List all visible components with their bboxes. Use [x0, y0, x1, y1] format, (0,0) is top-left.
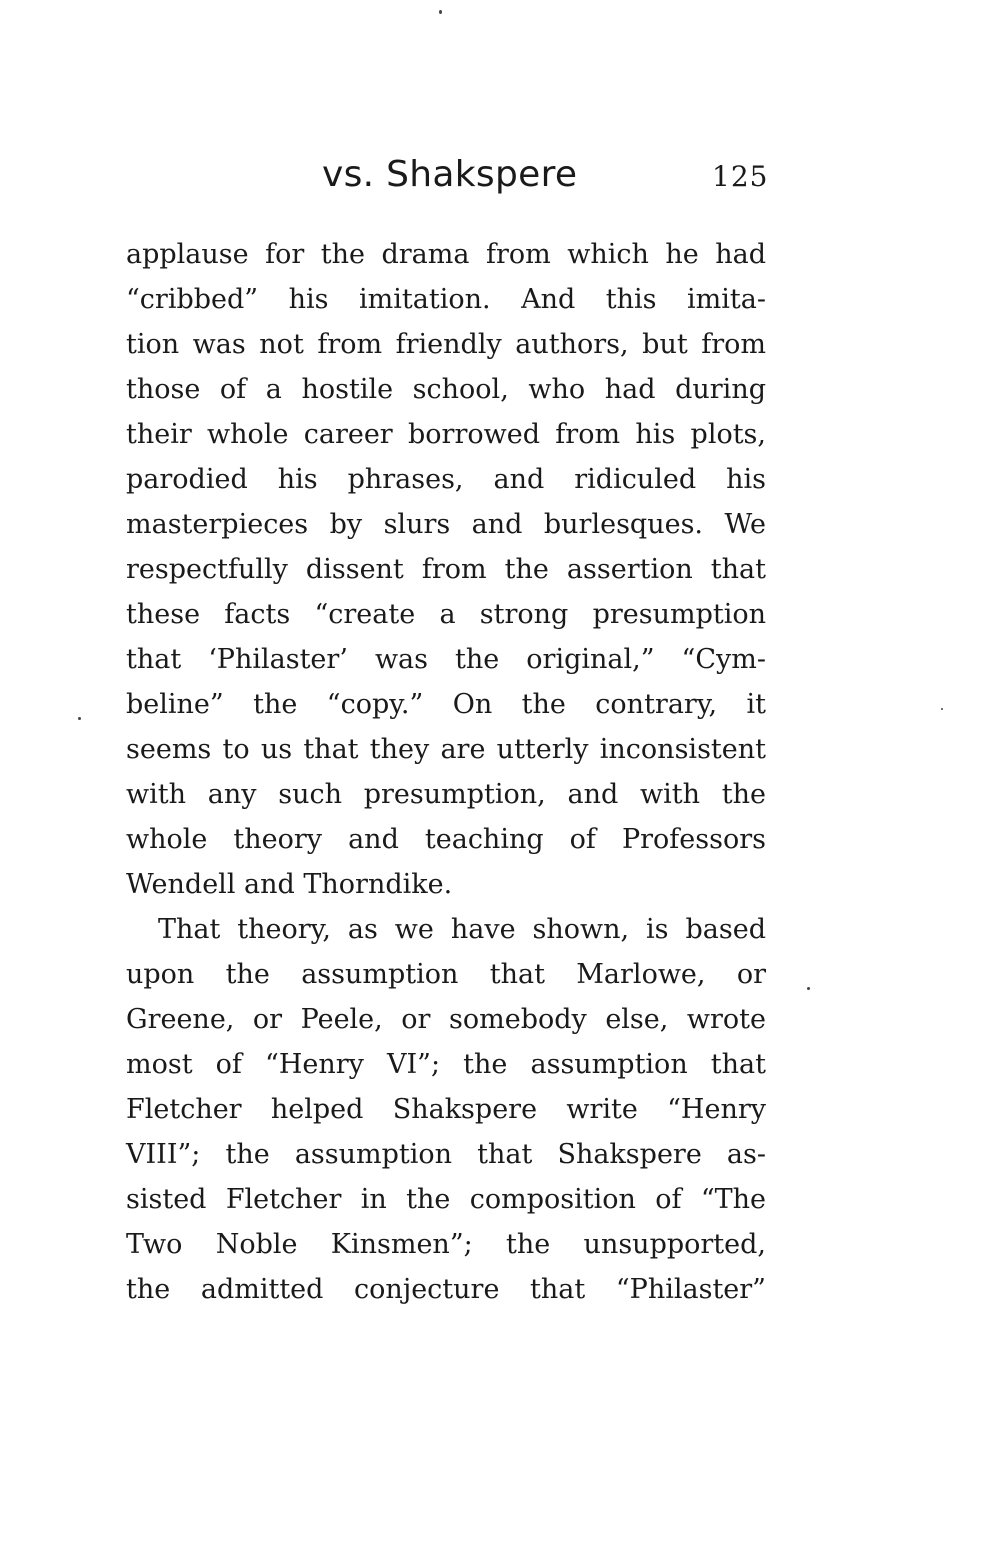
text-line: upon the assumption that Marlowe, or: [126, 959, 766, 990]
text-line: most of “Henry VI”; the assumption that: [126, 1049, 766, 1080]
scan-speck: [807, 987, 810, 990]
text-line: That theory, as we have shown, is based: [158, 914, 766, 945]
body-text: [126, 232, 766, 1312]
text-line: Two Noble Kinsmen”; the unsupported,: [126, 1229, 766, 1260]
text-line: Fletcher helped Shakspere write “Henry: [126, 1094, 766, 1125]
scan-speck: [78, 717, 81, 720]
running-title: vs. Shakspere: [322, 154, 578, 195]
text-line: whole theory and teaching of Professors: [126, 824, 766, 855]
text-line: that ‘Philaster’ was the original,” “Cym-: [126, 644, 766, 675]
scan-speck: [439, 10, 442, 14]
text-line: “cribbed” his imitation. And this imita-: [126, 284, 766, 315]
scan-speck: [941, 708, 943, 710]
paragraph-2: [126, 907, 766, 1312]
text-line: applause for the drama from which he had: [126, 239, 766, 270]
page-number: 125: [712, 160, 769, 193]
text-line: Wendell and Thorndike.: [126, 869, 453, 900]
text-line: tion was not from friendly authors, but from: [126, 329, 766, 360]
text-line: seems to us that they are utterly inconsistent: [126, 734, 766, 765]
text-line: these facts “create a strong presumption: [126, 599, 766, 630]
text-line: Greene, or Peele, or somebody else, wrote: [126, 1004, 766, 1035]
text-line: beline” the “copy.” On the contrary, it: [126, 689, 766, 720]
text-line: with any such presumption, and with the: [126, 779, 766, 810]
text-line: those of a hostile school, who had during: [126, 374, 766, 405]
text-line: sisted Fletcher in the composition of “The: [126, 1184, 766, 1215]
text-line: their whole career borrowed from his plots,: [126, 419, 766, 450]
text-line: the admitted conjecture that “Philaster”: [126, 1274, 766, 1305]
page-header: [0, 150, 1001, 210]
text-line: parodied his phrases, and ridiculed his: [126, 464, 766, 495]
text-line: masterpieces by slurs and burlesques. We: [126, 509, 766, 540]
text-line: VIII”; the assumption that Shakspere as-: [126, 1139, 766, 1170]
text-line: respectfully dissent from the assertion that: [126, 554, 766, 585]
paragraph-1: [126, 232, 766, 907]
